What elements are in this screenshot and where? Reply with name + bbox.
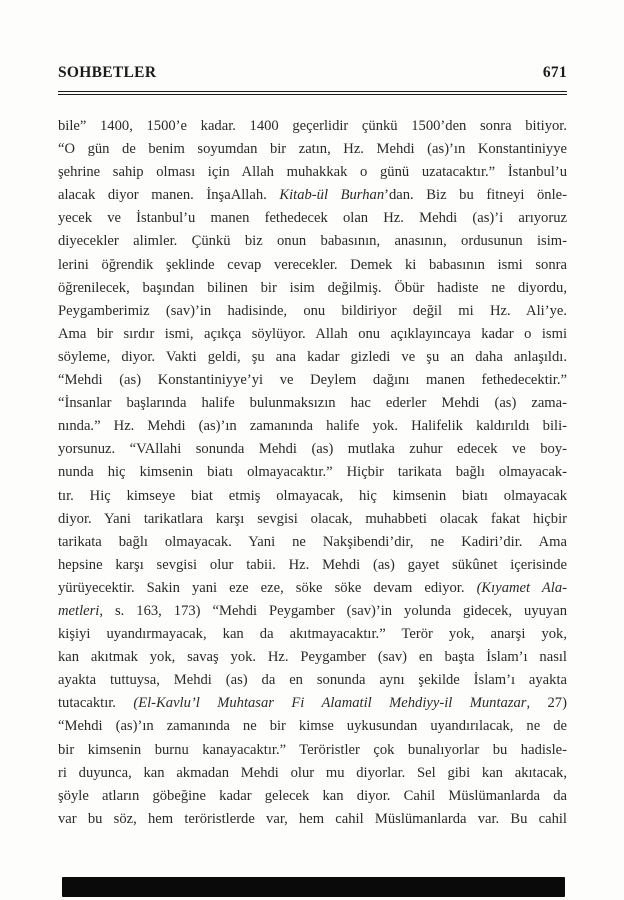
text-line [58,461,567,484]
text-segment: bile” 1400, 1500’e kadar. 1400 geçerlidir çünkü 1500’den sonra bitiyor. [58,118,567,134]
text-line [58,184,567,207]
text-line [58,323,567,346]
text-line [58,369,567,392]
text-segment: tır. Hiç kimseye biat etmiş olmayacak, hiç kimsenin biatı olmayacak [58,487,567,504]
text-line [58,115,567,138]
text-segment: tutacaktır. [58,695,134,712]
text-line [58,577,567,600]
page-header [58,64,567,82]
text-line [58,254,567,277]
header-rule [58,91,567,95]
text-segment: tarikata bağlı olmayacak. Yani ne Nakşibendi’dir, ne Kadiri’dir. Ama [58,533,567,550]
text-line [58,300,567,323]
body-text [58,115,567,831]
text-segment: şehrine sahip olması için Allah muhakkak o günü uzatacaktır.” İstanbul’u [58,164,567,181]
text-line [58,207,567,230]
text-line [58,531,567,554]
text-line [58,346,567,369]
text-line [58,808,567,831]
text-line [58,230,567,253]
text-segment: yecek ve İstanbul’u manen fethedecek olan Hz. Mehdi (as)’i arıyoruz [58,210,567,227]
text-line [58,392,567,415]
page-number: 671 [542,64,567,81]
running-title: SOHBETLER [58,64,157,81]
text-segment: “İnsanlar başlarında halife bulunmaksızın hac ederler Mehdi (as) zama- [58,395,567,412]
text-segment: “Mehdi (as)’ın zamanında ne bir kimse uykusundan uyandırılacak, ne de [58,718,567,735]
text-line [58,739,567,762]
text-segment: Peygamberimiz (sav)’in hadisinde, onu bildiriyor değil mi Hz. Ali’ye. [58,302,567,319]
text-line [58,415,567,438]
text-segment: , 27) [526,695,567,712]
text-line [58,692,567,715]
italic-text-segment: Kitab-ül Burhan [279,187,385,204]
text-segment: nunda hiç kimsenin biatı olmayacaktır.” Hiçbir tarikata bağlı olmayacak- [58,464,567,481]
text-segment: kişiyi uyandırmayacak, kan da akıtmayacaktır.” Terör yok, anarşi yok, [58,626,567,643]
text-segment: nında.” Hz. Mehdi (as)’ın zamanında halife yok. Halifelik kaldırıldı bili- [58,418,567,435]
text-line [58,508,567,531]
text-segment: hepsine karşı sevgisi olur tabii. Hz. Mehdi (as) gayet sükûnet içerisinde [58,556,567,573]
text-segment: diyecekler alimler. Çünkü biz onun babasının, anasının, ordusunun isim- [58,233,567,250]
text-segment: kan akıtmak yok, savaş yok. Hz. Peygamber (sav) en başta İslam’ı nasıl [58,649,567,666]
text-line [58,669,567,692]
text-line [58,785,567,808]
text-line [58,762,567,785]
text-segment: var bu söz, hem teröristlerde var, hem cahil Müslümanlarda var. Bu cahil [58,810,567,827]
text-line [58,161,567,184]
italic-text-segment: metleri [58,602,100,619]
text-segment: alacak diyor manen. İnşaAllah. [58,187,280,204]
text-line [58,138,567,161]
text-line [58,438,567,461]
text-segment: şöyle atların göbeğine kadar gelecek kan diyor. Cahil Müslümanlarda da [58,787,567,804]
text-segment: ri duyunca, kan akmadan Mehdi olur mu diyorlar. Sel gibi kan akıtacak, [58,764,567,781]
scan-artifact-bar [62,877,565,897]
text-line [58,715,567,738]
text-segment: lerini öğrendik şeklinde cevap verecekler. Demek ki babasının ismi sonra [58,256,567,273]
italic-text-segment: (Kıyamet Ala- [476,579,567,596]
text-line [58,485,567,508]
text-line [58,623,567,646]
text-segment: yorsunuz. “VAllahi sonunda Mehdi (as) mutlaka zuhur edecek ve boy- [58,441,567,458]
text-segment: söyleme, diyor. Vakti geldi, şu ana kadar gizledi ve şu an daha anlaşıldı. [58,348,567,365]
text-segment: bir kimsenin burnu kanayacaktır.” Teröristler çok bunalıyorlar bu hadisle- [58,741,567,758]
text-line [58,646,567,669]
italic-text-segment: (El-Kavlu’l Muhtasar Fi Alamatil Mehdiyy-il Muntazar [133,695,527,712]
text-line [58,554,567,577]
text-segment: diyor. Yani tarikatlara karşı sevgisi olacak, muhabbeti olacak fakat hiçbir [58,510,567,527]
text-segment: ’dan. Biz bu fitneyi önle- [384,187,567,204]
text-segment: Ama bir sırdır ismi, açıkça söylüyor. Allah onu açıklayıncaya kadar o ismi [58,325,567,342]
text-segment: “Mehdi (as) Konstantiniyye’yi ve Deylem dağını manen fethedecektir.” [58,372,567,389]
text-segment: “O gün de benim soyumdan bir zatın, Hz. Mehdi (as)’ın Konstantiniyye [58,141,567,158]
text-segment: yürüyecektir. Sakin yani eze eze, söke söke devam ediyor. [58,579,477,596]
text-segment: , s. 163, 173) “Mehdi Peygamber (sav)’in yolunda gidecek, uyuyan [99,602,567,619]
text-line [58,600,567,623]
text-segment: ayakta tuttuysa, Mehdi (as) da en sonunda aynı şekilde İslam’ı ayakta [58,672,567,689]
text-segment: öğrenilecek, başından bilinen bir isim değilmiş. Öbür hadiste ne diyordu, [58,279,567,296]
text-line [58,277,567,300]
